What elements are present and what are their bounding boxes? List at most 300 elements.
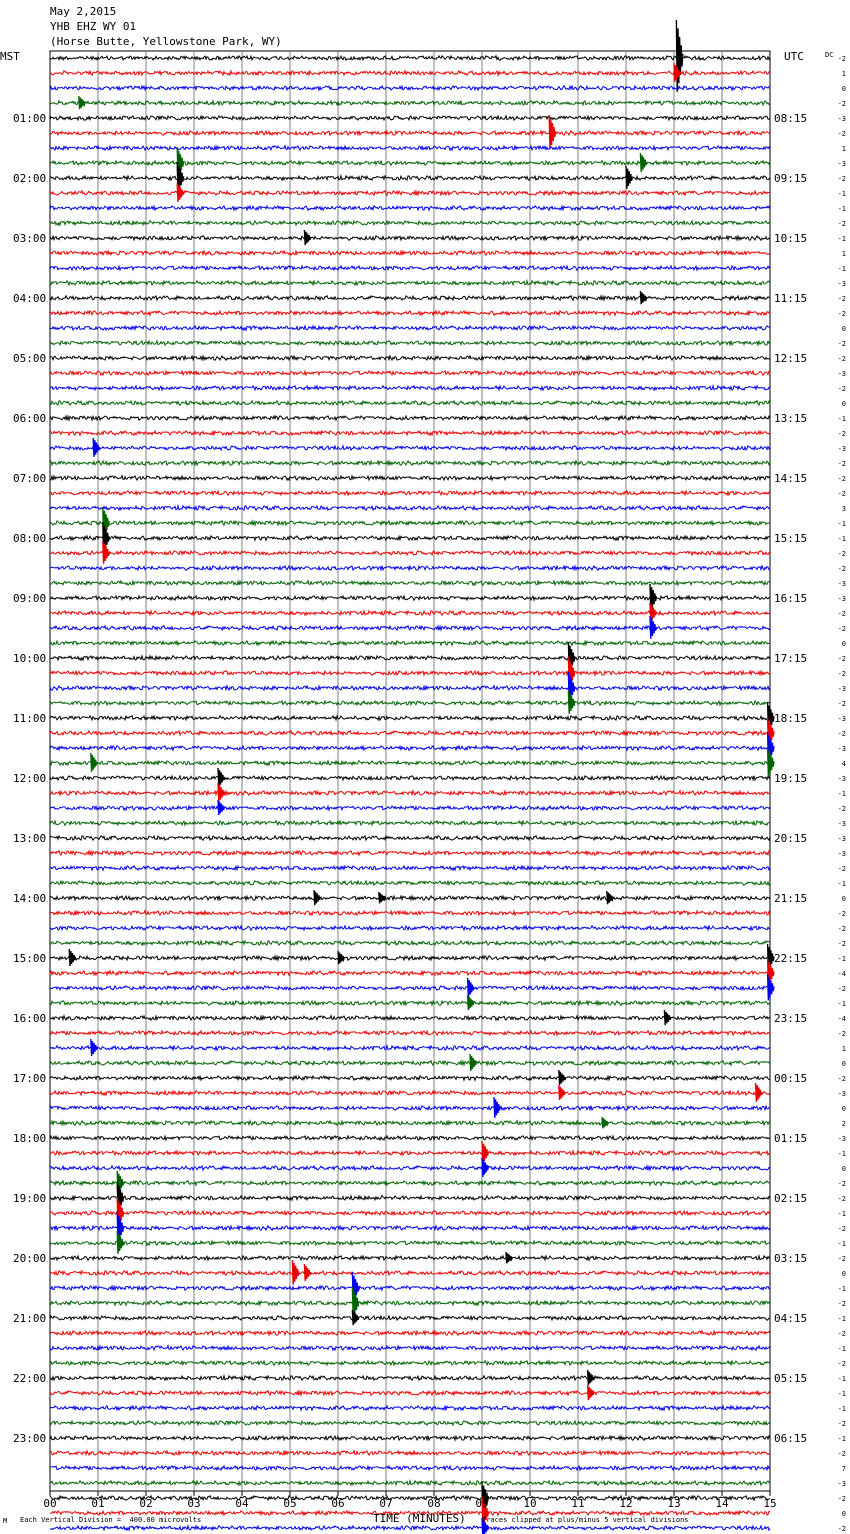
mst-hour-label: 11:00 — [13, 712, 47, 725]
seismic-trace — [50, 491, 770, 496]
dc-offset-label: 1 — [841, 70, 846, 78]
mst-hour-label: 20:00 — [13, 1252, 47, 1265]
seismic-trace — [50, 1406, 770, 1411]
dc-offset-label: 0 — [841, 400, 846, 408]
seismic-event — [468, 995, 474, 1010]
seismic-trace — [50, 521, 770, 525]
dc-offset-label: 0 — [841, 1060, 846, 1068]
seismic-trace — [50, 161, 770, 166]
dc-offset-label: -1 — [837, 265, 846, 273]
dc-offset-label: -2 — [837, 670, 846, 678]
seismic-trace — [50, 1436, 770, 1441]
dc-offset-label: 3 — [841, 505, 846, 513]
seismic-trace — [50, 281, 770, 285]
dc-offset-label: -2 — [837, 1030, 846, 1038]
seismic-trace — [50, 1331, 770, 1335]
utc-hour-label: 19:15 — [774, 772, 808, 785]
dc-offset-label: -2 — [837, 925, 846, 933]
utc-hour-label: 15:15 — [774, 532, 808, 545]
station-code: YHB EHZ WY 01 — [50, 20, 137, 33]
dc-offset-label: 0 — [841, 1510, 846, 1518]
dc-offset-label: -2 — [837, 1420, 846, 1428]
seismic-trace — [50, 1451, 770, 1455]
utc-hour-label: 12:15 — [774, 352, 808, 365]
dc-offset-label: -3 — [837, 115, 846, 123]
x-tick-label: 09 — [475, 1497, 489, 1510]
seismic-event — [607, 891, 613, 904]
dc-offset-label: -2 — [837, 1495, 846, 1503]
dc-offset-label: -2 — [837, 475, 846, 483]
seismic-trace — [50, 851, 770, 855]
seismic-trace — [50, 1106, 770, 1111]
seismic-trace — [50, 611, 770, 615]
seismic-trace — [50, 1361, 770, 1366]
seismic-trace — [50, 461, 770, 465]
x-tick-label: 15 — [763, 1497, 777, 1510]
dc-offset-label: -2 — [837, 1075, 846, 1083]
mst-hour-label: 14:00 — [13, 892, 47, 905]
seismic-trace — [50, 1061, 770, 1066]
seismic-trace — [50, 776, 770, 781]
seismic-trace — [50, 101, 770, 105]
mst-hour-label: 06:00 — [13, 412, 47, 425]
mst-hour-label: 13:00 — [13, 832, 47, 845]
dc-offset-label: 0 — [841, 85, 846, 93]
seismic-trace — [50, 1001, 770, 1006]
seismic-trace — [50, 731, 770, 736]
dc-offset-label: -2 — [837, 355, 846, 363]
dc-offset-label: -2 — [837, 1450, 846, 1458]
seismic-event — [292, 1260, 298, 1285]
chart-date: May 2,2015 — [50, 5, 117, 18]
mst-hour-label: 15:00 — [13, 952, 47, 965]
dc-offset-label: -2 — [837, 1225, 846, 1233]
utc-hour-label: 03:15 — [774, 1252, 808, 1265]
dc-offset-label: -2 — [837, 940, 846, 948]
dc-offset-label: -2 — [837, 1180, 846, 1188]
seismic-trace — [50, 791, 770, 796]
dc-offset-label: -3 — [837, 1135, 846, 1143]
mst-hour-label: 07:00 — [13, 472, 47, 485]
dc-offset-label: -2 — [837, 1360, 846, 1368]
seismic-trace — [50, 416, 770, 420]
seismic-trace — [50, 206, 770, 210]
dc-offset-label: 0 — [841, 1270, 846, 1278]
mst-hour-label: 21:00 — [13, 1312, 47, 1325]
seismic-trace — [50, 1046, 770, 1050]
dc-offset-label: -2 — [837, 220, 846, 228]
utc-hour-label: 17:15 — [774, 652, 808, 665]
dc-offset-label: -2 — [837, 910, 846, 918]
seismic-trace — [50, 821, 770, 826]
seismic-trace — [50, 326, 770, 331]
dc-offset-label: -3 — [837, 1480, 846, 1488]
utc-hour-label: 23:15 — [774, 1012, 808, 1025]
x-tick-label: 02 — [139, 1497, 153, 1510]
dc-offset-label: -3 — [837, 775, 846, 783]
seismic-trace — [50, 656, 770, 661]
seismic-event — [640, 291, 646, 304]
seismic-trace — [50, 236, 770, 241]
seismic-trace — [50, 911, 770, 915]
seismic-trace — [50, 1526, 770, 1531]
dc-offset-label: -1 — [837, 1375, 846, 1383]
dc-offset-label: -1 — [837, 535, 846, 543]
seismic-trace — [50, 581, 770, 585]
dc-offset-label: 0 — [841, 1165, 846, 1173]
seismic-trace — [50, 341, 770, 346]
seismic-event — [640, 153, 646, 172]
dc-offset-label: -2 — [837, 610, 846, 618]
seismic-trace — [50, 71, 770, 76]
seismic-trace — [50, 1031, 770, 1036]
seismic-trace — [50, 131, 770, 136]
mst-hour-label: 16:00 — [13, 1012, 47, 1025]
dc-offset-label: -2 — [837, 295, 846, 303]
seismic-event — [352, 1310, 358, 1325]
x-axis-title: TIME (MINUTES) — [373, 1512, 466, 1525]
x-tick-label: 10 — [523, 1497, 537, 1510]
seismic-trace — [50, 1151, 770, 1155]
dc-offset-label: -3 — [837, 820, 846, 828]
seismic-trace — [50, 1481, 770, 1485]
seismic-trace — [50, 686, 770, 691]
seismic-event — [79, 96, 85, 109]
seismic-trace — [50, 431, 770, 436]
utc-hour-label: 10:15 — [774, 232, 808, 245]
seismic-trace — [50, 671, 770, 676]
seismic-trace — [50, 1016, 770, 1020]
seismic-trace — [50, 1136, 770, 1140]
seismic-event — [314, 890, 320, 905]
x-tick-label: 07 — [379, 1497, 393, 1510]
x-tick-label: 01 — [91, 1497, 105, 1510]
seismic-trace — [50, 746, 770, 750]
dc-offset-label: 2 — [841, 1120, 846, 1128]
seismic-trace — [50, 1166, 770, 1171]
seismic-trace — [50, 506, 770, 511]
seismic-trace — [50, 641, 770, 645]
seismic-trace — [50, 176, 770, 180]
dc-offset-label: -2 — [837, 460, 846, 468]
x-tick-label: 03 — [187, 1497, 201, 1510]
dc-offset-label: -2 — [837, 1330, 846, 1338]
dc-offset-label: -3 — [837, 715, 846, 723]
utc-hour-label: 06:15 — [774, 1432, 808, 1445]
seismic-event — [588, 1385, 594, 1400]
dc-offset-label: -2 — [837, 130, 846, 138]
dc-offset-label: -1 — [837, 1150, 846, 1158]
seismic-trace — [50, 1466, 770, 1471]
seismic-event — [470, 1054, 476, 1071]
seismic-trace — [50, 941, 770, 946]
mst-hour-label: 18:00 — [13, 1132, 47, 1145]
seismic-trace — [50, 1376, 770, 1381]
seismic-trace — [50, 251, 770, 255]
utc-hour-label: 08:15 — [774, 112, 808, 125]
dc-offset-label: -1 — [837, 1240, 846, 1248]
dc-offset-label: -2 — [837, 865, 846, 873]
dc-offset-label: -4 — [837, 970, 846, 978]
seismic-trace — [50, 86, 770, 90]
x-tick-label: 08 — [427, 1497, 441, 1510]
x-tick-label: 00 — [43, 1497, 57, 1510]
utc-hour-label: 00:15 — [774, 1072, 808, 1085]
seismic-trace — [50, 371, 770, 375]
mst-hour-label: 02:00 — [13, 172, 47, 185]
dc-offset-label: -1 — [837, 415, 846, 423]
utc-hour-label: 04:15 — [774, 1312, 808, 1325]
dc-offset-label: -2 — [837, 430, 846, 438]
x-tick-label: 11 — [571, 1497, 585, 1510]
dc-offset-label: -2 — [837, 1195, 846, 1203]
dc-offset-label: 0 — [841, 640, 846, 648]
seismic-trace — [50, 701, 770, 705]
dc-offset-label: -2 — [837, 1255, 846, 1263]
dc-offset-label: -2 — [837, 565, 846, 573]
seismic-event — [626, 166, 632, 189]
seismic-event — [756, 1083, 762, 1102]
mst-hour-label: 03:00 — [13, 232, 47, 245]
seismic-trace — [50, 761, 770, 766]
seismic-trace — [50, 566, 770, 571]
mst-hour-label: 19:00 — [13, 1192, 47, 1205]
dc-offset-label: 7 — [841, 1465, 846, 1473]
seismic-event — [650, 616, 656, 639]
dc-offset-label: -2 — [837, 985, 846, 993]
seismic-trace — [50, 356, 770, 361]
seismic-trace — [50, 1196, 770, 1201]
seismic-trace — [50, 146, 770, 150]
seismic-trace — [50, 596, 770, 601]
dc-offset-label: -1 — [837, 205, 846, 213]
utc-hour-label: 11:15 — [774, 292, 808, 305]
dc-offset-label: -1 — [837, 1405, 846, 1413]
seismic-trace — [50, 1226, 770, 1231]
seismic-event — [304, 1264, 310, 1281]
dc-offset-label: -3 — [837, 745, 846, 753]
mst-hour-label: 09:00 — [13, 592, 47, 605]
seismic-event — [588, 1370, 594, 1385]
dc-offset-label: 1 — [841, 250, 846, 258]
seismic-event — [664, 1010, 670, 1025]
x-tick-label: 14 — [715, 1497, 729, 1510]
utc-hour-label: 22:15 — [774, 952, 808, 965]
seismic-trace — [50, 1496, 770, 1501]
seismic-trace — [50, 191, 770, 196]
dc-offset-label: -2 — [837, 625, 846, 633]
utc-label: UTC — [784, 50, 804, 63]
dc-offset-label: -1 — [837, 1315, 846, 1323]
seismic-trace — [50, 716, 770, 720]
seismic-trace — [50, 1421, 770, 1425]
mst-hour-label: 04:00 — [13, 292, 47, 305]
seismic-event — [506, 1252, 512, 1263]
mst-hour-label: 17:00 — [13, 1072, 47, 1085]
dc-offset-label: -2 — [837, 490, 846, 498]
seismic-event — [218, 783, 224, 802]
seismic-event — [69, 949, 75, 966]
mst-hour-label: 05:00 — [13, 352, 47, 365]
mst-hour-label: 10:00 — [13, 652, 47, 665]
utc-hour-label: 21:15 — [774, 892, 808, 905]
seismic-event — [93, 438, 99, 457]
seismic-trace — [50, 1076, 770, 1080]
seismic-event — [468, 978, 474, 997]
seismic-trace — [50, 866, 770, 871]
utc-hour-label: 20:15 — [774, 832, 808, 845]
seismic-trace — [50, 926, 770, 931]
dc-offset-label: -1 — [837, 190, 846, 198]
dc-offset-label: -3 — [837, 685, 846, 693]
seismic-trace — [50, 1211, 770, 1216]
x-tick-label: 13 — [667, 1497, 681, 1510]
seismic-trace — [50, 1121, 770, 1126]
mst-label: MST — [0, 50, 20, 63]
seismic-event — [91, 1039, 97, 1056]
dc-offset-label: -2 — [837, 100, 846, 108]
mst-hour-label: 23:00 — [13, 1432, 47, 1445]
seismic-trace — [50, 881, 770, 886]
x-tick-label: 05 — [283, 1497, 297, 1510]
dc-header: DC — [825, 51, 834, 59]
dc-offset-label: 0 — [841, 895, 846, 903]
seismic-event — [482, 1158, 488, 1177]
dc-offset-label: -3 — [837, 280, 846, 288]
dc-offset-label: -2 — [837, 340, 846, 348]
dc-offset-label: -1 — [837, 955, 846, 963]
seismic-trace — [50, 806, 770, 810]
seismic-trace — [50, 536, 770, 541]
seismic-trace — [50, 956, 770, 960]
seismic-event — [91, 753, 97, 772]
utc-hour-label: 01:15 — [774, 1132, 808, 1145]
utc-hour-label: 18:15 — [774, 712, 808, 725]
dc-offset-label: 0 — [841, 1105, 846, 1113]
dc-offset-label: -2 — [837, 550, 846, 558]
dc-offset-label: -2 — [837, 175, 846, 183]
x-tick-label: 04 — [235, 1497, 249, 1510]
dc-offset-label: -1 — [837, 1285, 846, 1293]
seismic-event — [218, 800, 224, 815]
seismic-trace — [50, 1181, 770, 1185]
dc-offset-label: -1 — [837, 880, 846, 888]
seismic-trace — [50, 446, 770, 451]
seismic-event — [494, 1097, 500, 1118]
dc-offset-label: 1 — [841, 145, 846, 153]
seismic-trace — [50, 221, 770, 226]
seismic-trace — [50, 896, 770, 900]
seismic-trace — [50, 1316, 770, 1321]
seismic-trace — [50, 971, 770, 976]
dc-offset-label: -1 — [837, 1210, 846, 1218]
dc-offset-label: -2 — [837, 700, 846, 708]
dc-offset-label: -1 — [837, 790, 846, 798]
vertical-scale-note: Each Vertical Division = 400.00 microvolts — [20, 1516, 202, 1524]
dc-offset-label: -2 — [837, 655, 846, 663]
utc-hour-label: 13:15 — [774, 412, 808, 425]
x-tick-label: 06 — [331, 1497, 345, 1510]
seismic-event — [559, 1085, 565, 1100]
seismic-trace — [50, 386, 770, 390]
seismic-trace — [50, 1286, 770, 1290]
seismic-trace — [50, 401, 770, 406]
dc-offset-label: -3 — [837, 160, 846, 168]
footer-mark: M — [3, 1517, 8, 1525]
seismic-trace — [50, 1256, 770, 1261]
seismic-trace — [50, 626, 770, 631]
mst-hour-label: 08:00 — [13, 532, 47, 545]
dc-offset-label: -3 — [837, 595, 846, 603]
seismic-trace — [50, 476, 770, 480]
dc-offset-label: -1 — [837, 1345, 846, 1353]
station-location: (Horse Butte, Yellowstone Park, WY) — [50, 35, 282, 48]
seismic-trace — [50, 1301, 770, 1306]
seismic-trace — [50, 296, 770, 301]
mst-hour-label: 01:00 — [13, 112, 47, 125]
dc-offset-label: -3 — [837, 370, 846, 378]
dc-offset-label: -2 — [837, 1525, 846, 1533]
dc-offset-label: -1 — [837, 520, 846, 528]
utc-hour-label: 16:15 — [774, 592, 808, 605]
utc-hour-label: 05:15 — [774, 1372, 808, 1385]
mst-hour-label: 22:00 — [13, 1372, 47, 1385]
dc-offset-label: -1 — [837, 1435, 846, 1443]
clip-note: Traces clipped at plus/minus 5 vertical divisions — [482, 1516, 689, 1524]
seismic-trace — [50, 1271, 770, 1276]
seismic-trace — [50, 1241, 770, 1245]
seismic-event — [549, 115, 555, 149]
dc-offset-label: -2 — [837, 1300, 846, 1308]
seismic-trace — [50, 56, 770, 60]
seismic-event — [602, 1117, 608, 1128]
mst-hour-label: 12:00 — [13, 772, 47, 785]
dc-offset-label: -3 — [837, 850, 846, 858]
seismic-event — [338, 951, 344, 964]
dc-offset-label: -3 — [837, 445, 846, 453]
dc-offset-label: -4 — [837, 1015, 846, 1023]
seismic-trace — [50, 551, 770, 555]
seismic-trace — [50, 1391, 770, 1395]
seismic-trace — [50, 836, 770, 841]
dc-offset-label: -1 — [837, 1000, 846, 1008]
dc-offset-label: -2 — [837, 55, 846, 63]
dc-offset-label: -3 — [837, 835, 846, 843]
dc-offset-label: 0 — [841, 325, 846, 333]
dc-offset-label: -3 — [837, 580, 846, 588]
dc-offset-label: -2 — [837, 805, 846, 813]
dc-offset-label: -1 — [837, 1390, 846, 1398]
seismic-trace — [50, 1091, 770, 1096]
dc-offset-label: -2 — [837, 385, 846, 393]
seismic-event — [379, 892, 385, 903]
utc-hour-label: 02:15 — [774, 1192, 808, 1205]
seismic-trace — [50, 116, 770, 120]
x-tick-label: 12 — [619, 1497, 633, 1510]
utc-hour-label: 14:15 — [774, 472, 808, 485]
dc-offset-label: -2 — [837, 310, 846, 318]
dc-offset-label: -3 — [837, 1090, 846, 1098]
seismic-trace — [50, 266, 770, 270]
seismic-event — [559, 1070, 565, 1085]
dc-offset-label: 4 — [841, 760, 846, 768]
seismic-event — [218, 768, 224, 787]
dc-offset-label: -1 — [837, 235, 846, 243]
seismic-trace — [50, 986, 770, 990]
seismic-event — [304, 230, 310, 245]
dc-offset-label: -2 — [837, 730, 846, 738]
seismic-trace — [50, 1346, 770, 1350]
